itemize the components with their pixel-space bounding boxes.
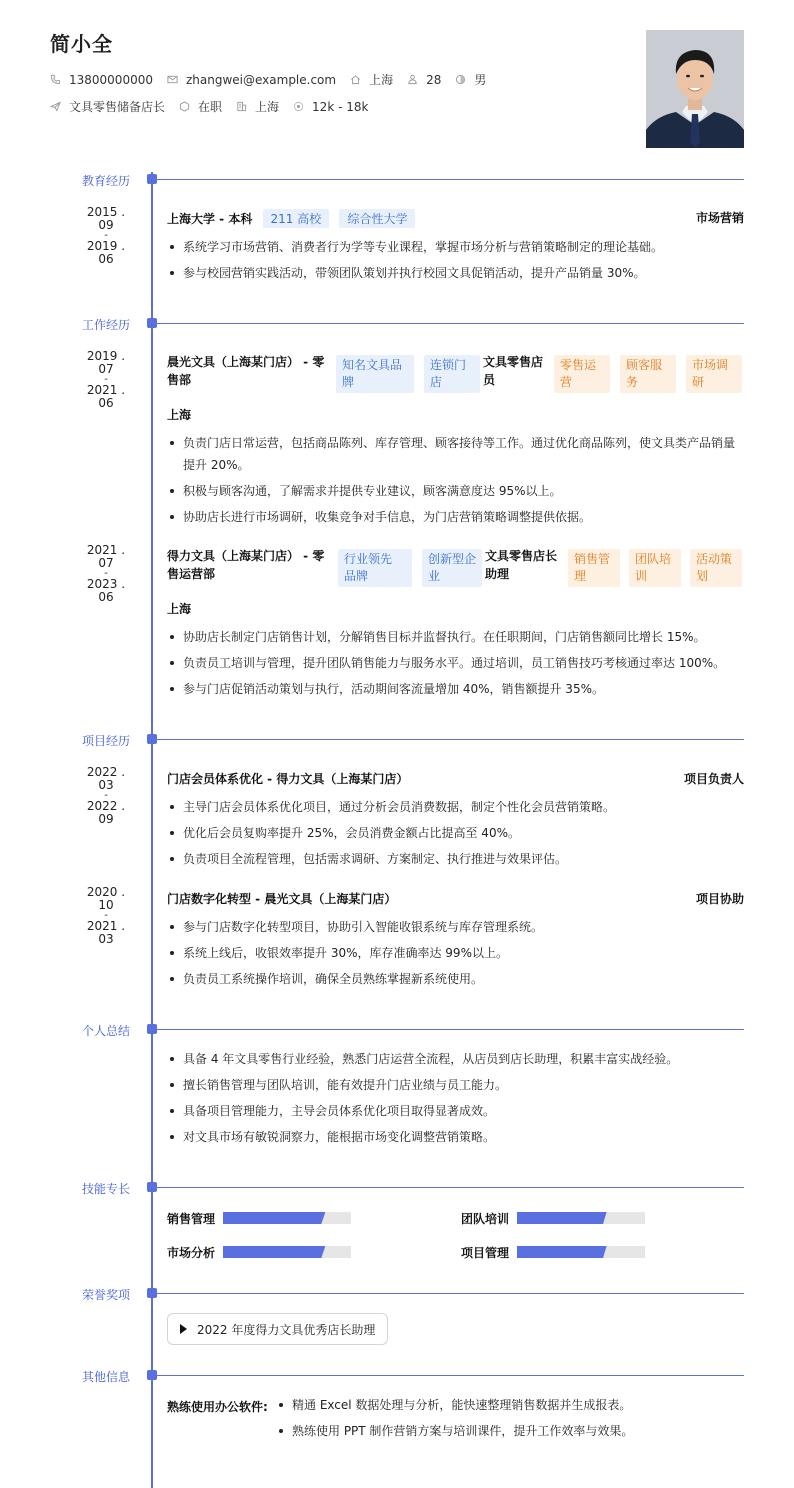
skill-name: 项目管理 — [461, 1246, 510, 1260]
section-title: 工作经历 — [82, 318, 131, 332]
section-marker — [147, 318, 157, 328]
section-divider — [157, 1375, 744, 1376]
tag-line: 营 — [560, 375, 573, 389]
list-item: 协助店长进行市场调研，收集竞争对手信息，为门店营销策略调整提供依据。 — [167, 506, 744, 528]
section-marker — [147, 1024, 157, 1034]
list-item: 擅长销售管理与团队培训，能有效提升门店业绩与员工能力。 — [167, 1074, 744, 1096]
education-bullets — [167, 236, 744, 288]
gender-icon — [455, 74, 466, 85]
tag-line: 市场调 — [692, 358, 729, 372]
date-end: 2021 . 03 — [86, 919, 126, 946]
list-item: 参与门店促销活动策划与执行，活动期间客流量增加 40%，销售额提升 35%。 — [167, 678, 744, 700]
tag-line: 训 — [635, 569, 648, 583]
list-item: 具备 4 年文具零售行业经验，熟悉门店运营全流程，从店员到店长助理，积累丰富实战经验。 — [167, 1048, 744, 1070]
section-title: 荣誉奖项 — [82, 1288, 131, 1302]
work-bullets — [167, 432, 744, 532]
tag-line: 研 — [692, 375, 705, 389]
tag-line: 连锁门 — [430, 358, 467, 372]
company-line: 售部 — [167, 373, 192, 387]
date-end: 2019 . 06 — [86, 239, 126, 266]
tag-line: 零售运 — [560, 358, 597, 372]
skill-name: 销售管理 — [167, 1212, 216, 1226]
tag-line: 团队培 — [635, 552, 672, 566]
contact-row — [50, 71, 500, 88]
skill-bar — [517, 1246, 645, 1258]
award-text: 2022 年度得力文具优秀店长助理 — [197, 1322, 376, 1337]
company-tag — [338, 549, 412, 587]
school-tag: 综合性大学 — [339, 209, 415, 228]
work-date: 2019 . 07 - 2021 . 06 — [86, 349, 126, 410]
skill-name: 团队培训 — [461, 1212, 510, 1226]
list-item: 协助店长制定门店销售计划，分解销售目标并监督执行。在任职期间，门店销售额同比增长 15%。 — [167, 626, 744, 648]
project-role: 项目协助 — [695, 892, 744, 906]
skill-fill — [517, 1246, 607, 1258]
tag-line: 销售管 — [574, 552, 611, 566]
company-line: 得力文具（上海某门店） - 零 — [167, 549, 325, 563]
work-company — [167, 353, 332, 389]
list-item: 系统上线后，收银效率提升 30%，库存准确率达 99%以上。 — [167, 942, 744, 964]
tag-line: 业 — [428, 569, 441, 583]
coin-icon — [293, 101, 304, 112]
skill-tag — [686, 355, 742, 393]
date-end: 2021 . 06 — [86, 383, 126, 410]
portrait-illustration — [646, 30, 744, 148]
work-role — [485, 547, 565, 583]
list-item: 负责员工培训与管理，提升团队销售能力与服务水平。通过培训，员工销售技巧考核通过率达 100%。 — [167, 652, 744, 674]
list-item: 负责门店日常运营，包括商品陈列、库存管理、顾客接待等工作。通过优化商品陈列，使文具类产品销量提升 20%。 — [167, 432, 744, 476]
section-title: 教育经历 — [82, 174, 131, 188]
section-divider — [157, 1293, 744, 1294]
tag-line: 顾客服 — [626, 358, 663, 372]
list-item: 具备项目管理能力，主导会员体系优化项目取得显著成效。 — [167, 1100, 744, 1122]
other-label: 熟练使用办公软件: — [167, 1400, 268, 1414]
date-end: 2022 . 09 — [86, 799, 126, 826]
summary-bullets — [167, 1048, 744, 1152]
company-tag — [422, 549, 482, 587]
skill-bar — [223, 1246, 351, 1258]
tag-line: 店 — [430, 375, 443, 389]
date-start: 2015 . 09 — [86, 205, 126, 232]
work-city: 上海 — [167, 602, 192, 616]
section-divider — [157, 323, 744, 324]
school-name: 上海大学 - 本科 — [167, 212, 253, 226]
section-divider — [157, 179, 744, 180]
home-icon — [350, 74, 361, 85]
status-icon — [179, 101, 190, 112]
skill-tag — [620, 355, 676, 393]
section-divider — [157, 739, 744, 740]
status-text: 在职 — [198, 100, 223, 114]
education-school — [167, 209, 415, 228]
phone-number: 13800000000 — [69, 72, 153, 87]
mail-icon — [167, 74, 178, 85]
target-city: 上海 — [255, 100, 280, 114]
tag-line: 创新型企 — [428, 552, 477, 566]
tag-line: 理 — [574, 569, 587, 583]
section-title: 技能专长 — [82, 1182, 131, 1196]
target-role: 文具零售储备店长 — [69, 100, 166, 114]
work-city: 上海 — [167, 408, 192, 422]
skill-fill — [223, 1212, 325, 1224]
list-item: 主导门店会员体系优化项目，通过分析会员消费数据，制定个性化会员营销策略。 — [167, 796, 744, 818]
skill-tag — [690, 549, 742, 587]
target-city-item — [236, 98, 279, 115]
section-marker — [147, 1370, 157, 1380]
project-bullets — [167, 916, 744, 994]
phone-item — [50, 73, 153, 87]
section-title: 项目经历 — [82, 734, 131, 748]
list-item: 积极与顾客沟通，了解需求并提供专业建议，顾客满意度达 95%以上。 — [167, 480, 744, 502]
job-intent-row — [50, 98, 382, 115]
project-role: 项目负责人 — [683, 772, 744, 786]
company-tag — [424, 355, 480, 393]
education-major: 市场营销 — [695, 211, 744, 225]
age-text: 28 — [426, 72, 442, 87]
phone-icon — [50, 74, 61, 85]
skill-name: 市场分析 — [167, 1246, 216, 1260]
email-address: zhangwei@example.com — [185, 72, 337, 87]
project-title: 门店会员体系优化 - 得力文具（上海某门店） — [167, 772, 409, 786]
section-marker — [147, 1288, 157, 1298]
status-item — [179, 98, 222, 115]
role-line: 员 — [483, 373, 496, 387]
role-line: 文具零售店 — [483, 355, 544, 369]
project-date: 2020 . 10 - 2021 . 03 — [86, 885, 126, 946]
salary-range: 12k - 18k — [312, 99, 369, 114]
other-bullets — [276, 1394, 744, 1446]
list-item: 优化后会员复购率提升 25%，会员消费金额占比提高至 40%。 — [167, 822, 744, 844]
work-role — [483, 353, 553, 389]
gender-item — [455, 71, 486, 88]
gender-text: 男 — [474, 73, 487, 87]
company-line: 晨光文具（上海某门店） - 零 — [167, 355, 325, 369]
date-start: 2019 . 07 — [86, 349, 126, 376]
tag-line: 划 — [696, 569, 709, 583]
school-tag: 211 高校 — [263, 209, 330, 228]
tag-line: 务 — [626, 375, 639, 389]
section-marker — [147, 1182, 157, 1192]
work-company — [167, 547, 332, 583]
project-bullets — [167, 796, 744, 874]
building-icon — [236, 101, 247, 112]
section-marker — [147, 734, 157, 744]
skill-fill — [223, 1246, 325, 1258]
project-date: 2022 . 03 - 2022 . 09 — [86, 765, 126, 826]
skill-tag — [554, 355, 610, 393]
skill-bar — [517, 1212, 645, 1224]
list-item: 对文具市场有敏锐洞察力，能根据市场变化调整营销策略。 — [167, 1126, 744, 1148]
award-item[interactable] — [167, 1313, 388, 1345]
salary-item — [293, 100, 368, 114]
education-date: 2015 . 09 - 2019 . 06 — [86, 205, 126, 266]
section-divider — [157, 1187, 744, 1188]
company-tag — [336, 355, 414, 393]
skill-fill — [517, 1212, 607, 1224]
work-date: 2021 . 07 - 2023 . 06 — [86, 543, 126, 604]
list-item: 参与校园营销实践活动，带领团队策划并执行校园文具促销活动，提升产品销量 30%。 — [167, 262, 744, 284]
person-icon — [407, 74, 418, 85]
tag-line: 知名文具品 — [342, 358, 403, 372]
tag-line: 活动策 — [696, 552, 733, 566]
list-item: 精通 Excel 数据处理与分析，能快速整理销售数据并生成报表。 — [276, 1394, 744, 1416]
tag-line: 行业领先 — [344, 552, 393, 566]
email-item — [167, 73, 336, 87]
section-marker — [147, 174, 157, 184]
tag-line: 牌 — [342, 375, 355, 389]
work-bullets — [167, 626, 744, 704]
list-item: 负责项目全流程管理，包括需求调研、方案制定、执行推进与效果评估。 — [167, 848, 744, 870]
company-line: 售运营部 — [167, 567, 216, 581]
age-item — [407, 73, 441, 87]
date-start: 2021 . 07 — [86, 543, 126, 570]
date-start: 2020 . 10 — [86, 885, 126, 912]
date-start: 2022 . 03 — [86, 765, 126, 792]
location-text: 上海 — [369, 73, 394, 87]
section-title: 个人总结 — [82, 1024, 131, 1038]
location-item — [350, 71, 393, 88]
role-line: 文具零售店长 — [485, 549, 558, 563]
date-end: 2023 . 06 — [86, 577, 126, 604]
send-icon — [50, 101, 61, 112]
target-role-item — [50, 98, 165, 115]
section-divider — [157, 1029, 744, 1030]
skill-tag — [568, 549, 620, 587]
profile-photo — [646, 30, 744, 148]
list-item: 负责员工系统操作培训，确保全员熟练掌握新系统使用。 — [167, 968, 744, 990]
triangle-right-icon — [180, 1324, 187, 1334]
section-title: 其他信息 — [82, 1370, 131, 1384]
list-item: 参与门店数字化转型项目，协助引入智能收银系统与库存管理系统。 — [167, 916, 744, 938]
list-item: 系统学习市场营销、消费者行为学等专业课程，掌握市场分析与营销策略制定的理论基础。 — [167, 236, 744, 258]
skill-bar — [223, 1212, 351, 1224]
skill-tag — [629, 549, 681, 587]
role-line: 助理 — [485, 567, 510, 581]
candidate-name: 简小全 — [50, 32, 113, 56]
project-title: 门店数字化转型 - 晨光文具（上海某门店） — [167, 892, 397, 906]
list-item: 熟练使用 PPT 制作营销方案与培训课件，提升工作效率与效果。 — [276, 1420, 744, 1442]
tag-line: 品牌 — [344, 569, 369, 583]
